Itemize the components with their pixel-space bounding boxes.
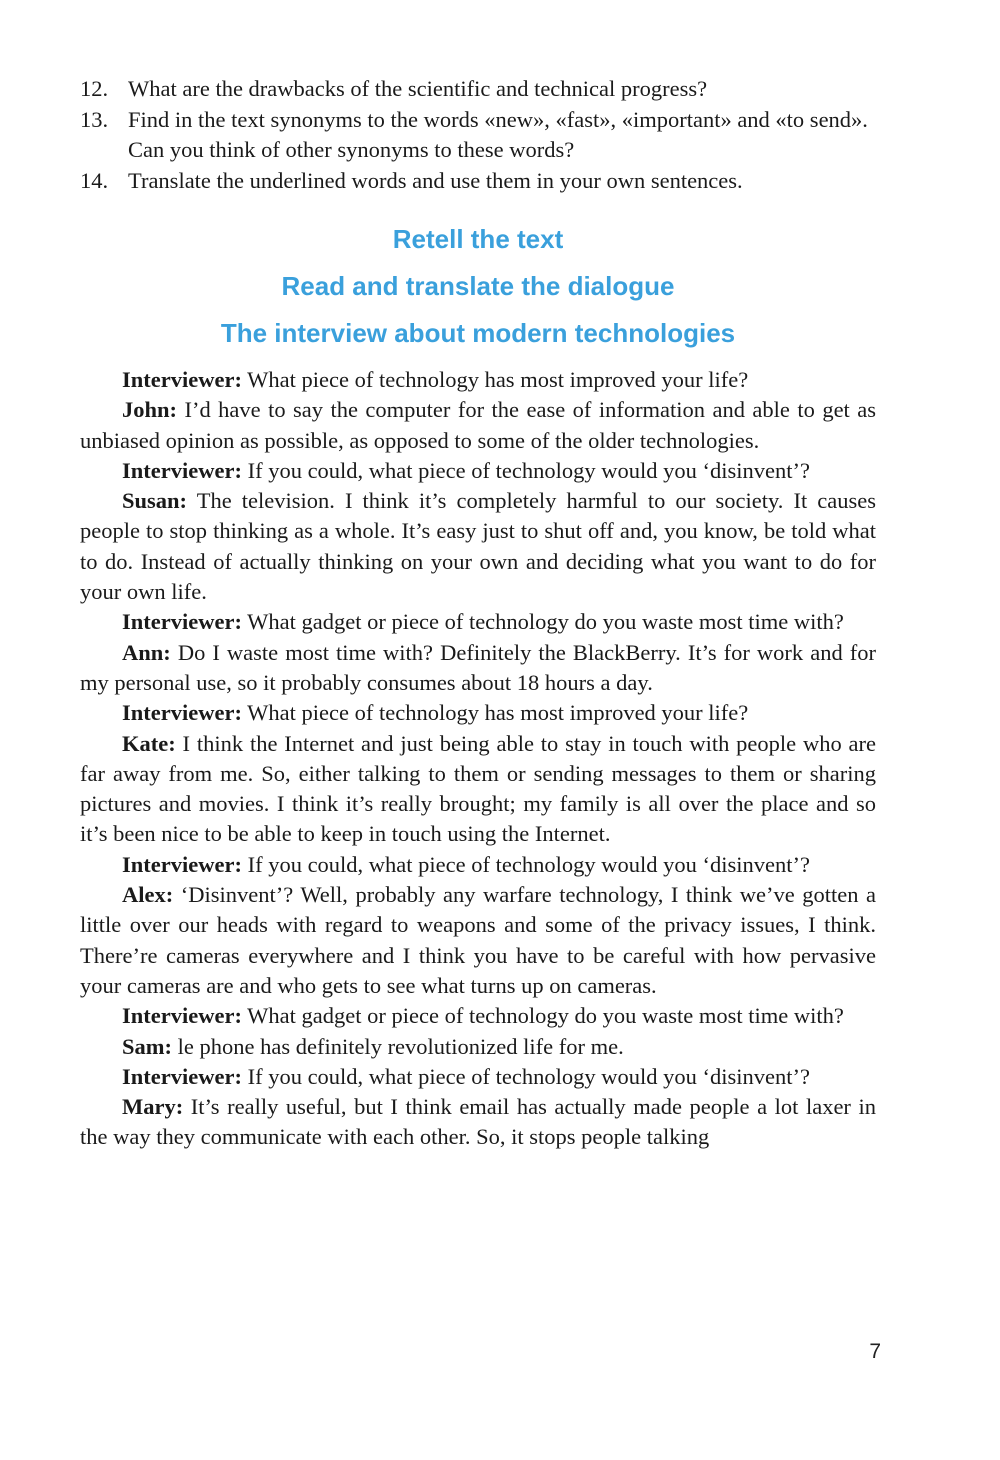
line-text: If you could, what piece of technology would you ‘disinvent’? <box>241 851 810 877</box>
speaker-name: Alex: <box>122 882 174 908</box>
speaker-name: Interviewer: <box>122 457 242 483</box>
speaker-name: Interviewer: <box>122 609 242 635</box>
dialogue-line <box>80 729 876 850</box>
dialogue-line <box>80 638 876 699</box>
read-translate-heading: Read and translate the dialogue <box>281 271 675 301</box>
line-text: I think the Internet and just being able to stay in touch with people who are far away from me. So, either talking to them or sending messages to them or sharing pictures and movies. I think it’s really brought; my family is all over the place and so it’s been nice to be able to keep in touch using the Internet. <box>80 730 876 847</box>
dialogue-line <box>80 486 876 607</box>
speaker-name: Interviewer: <box>122 1003 242 1029</box>
question-text: Translate the underlined words and use them in your own sentences. <box>128 167 743 193</box>
question-number: 13. <box>80 106 109 132</box>
question-item <box>80 74 876 105</box>
speaker-name: Interviewer: <box>122 367 242 392</box>
dialogue-title: The interview about modern technologies <box>220 318 736 348</box>
question-text: What are the drawbacks of the scientific and technical progress? <box>128 76 708 101</box>
dialogue-line <box>80 1092 876 1153</box>
line-text: What gadget or piece of technology do you waste most time with? <box>241 1003 844 1029</box>
line-text: ‘Disinvent’? Well, probably any warfare technology, I think we’ve gotten a little over our heads with regard to weapons and some of the privacy issues, I think. There’re cameras everywhere and I think you have to be careful with how pervasive your cameras are and who gets to see what turns up on cameras. <box>80 882 876 998</box>
line-text: What gadget or piece of technology do you waste most time with? <box>241 609 844 635</box>
speaker-name: Interviewer: <box>122 1063 242 1089</box>
dialogue-line <box>80 1001 876 1031</box>
dialogue-line <box>80 1032 876 1062</box>
speaker-name: Mary: <box>122 1094 184 1120</box>
question-list <box>80 74 876 196</box>
dialogue <box>80 365 876 1153</box>
line-text: What piece of technology has most improved your life? <box>241 367 749 392</box>
speaker-name: Ann: <box>122 639 171 665</box>
speaker-name: Interviewer: <box>122 851 242 877</box>
speaker-name: John: <box>122 397 178 423</box>
dialogue-line <box>80 395 876 456</box>
dialogue-line <box>80 365 876 395</box>
question-item <box>80 105 876 166</box>
line-text: If you could, what piece of technology would you ‘disinvent’? <box>241 1063 810 1089</box>
speaker-name: Susan: <box>122 488 188 514</box>
line-text: le phone has definitely revolutionized life for me. <box>172 1033 624 1059</box>
section-headings <box>80 224 876 348</box>
line-text: The television. I think it’s completely harmful to our society. It causes people to stop thinking as a whole. It’s easy just to shut off and, you know, be told what to do. Instead of actually thinking on your own and deciding what you want to do for your own life. <box>80 488 876 605</box>
page-content <box>80 74 876 1153</box>
dialogue-line <box>80 607 876 637</box>
dialogue-line <box>80 456 876 486</box>
question-number: 12. <box>80 76 109 101</box>
page-number: 7 <box>869 1340 881 1363</box>
question-text: Find in the text synonyms to the words «new», «fast», «important» and «to send». Can you think of other synonyms to these words? <box>128 106 868 162</box>
question-item <box>80 166 876 197</box>
retell-heading: Retell the text <box>392 224 564 254</box>
line-text: Do I waste most time with? Definitely the BlackBerry. It’s for work and for my personal use, so it probably consumes about 18 hours a day. <box>80 639 876 695</box>
speaker-name: Sam: <box>122 1033 172 1059</box>
line-text: I’d have to say the computer for the ease of information and able to get as unbiased opinion as possible, as opposed to some of the older technologies. <box>80 397 876 453</box>
speaker-name: Kate: <box>122 730 176 756</box>
line-text: What piece of technology has most improved your life? <box>241 700 749 726</box>
dialogue-line <box>80 1062 876 1092</box>
dialogue-line <box>80 850 876 880</box>
question-number: 14. <box>80 167 109 193</box>
line-text: It’s really useful, but I think email has actually made people a lot laxer in the way they communicate with each other. So, it stops people talking <box>80 1094 876 1150</box>
dialogue-line <box>80 880 876 1001</box>
line-text: If you could, what piece of technology would you ‘disinvent’? <box>241 457 810 483</box>
speaker-name: Interviewer: <box>122 700 242 726</box>
dialogue-line <box>80 698 876 728</box>
